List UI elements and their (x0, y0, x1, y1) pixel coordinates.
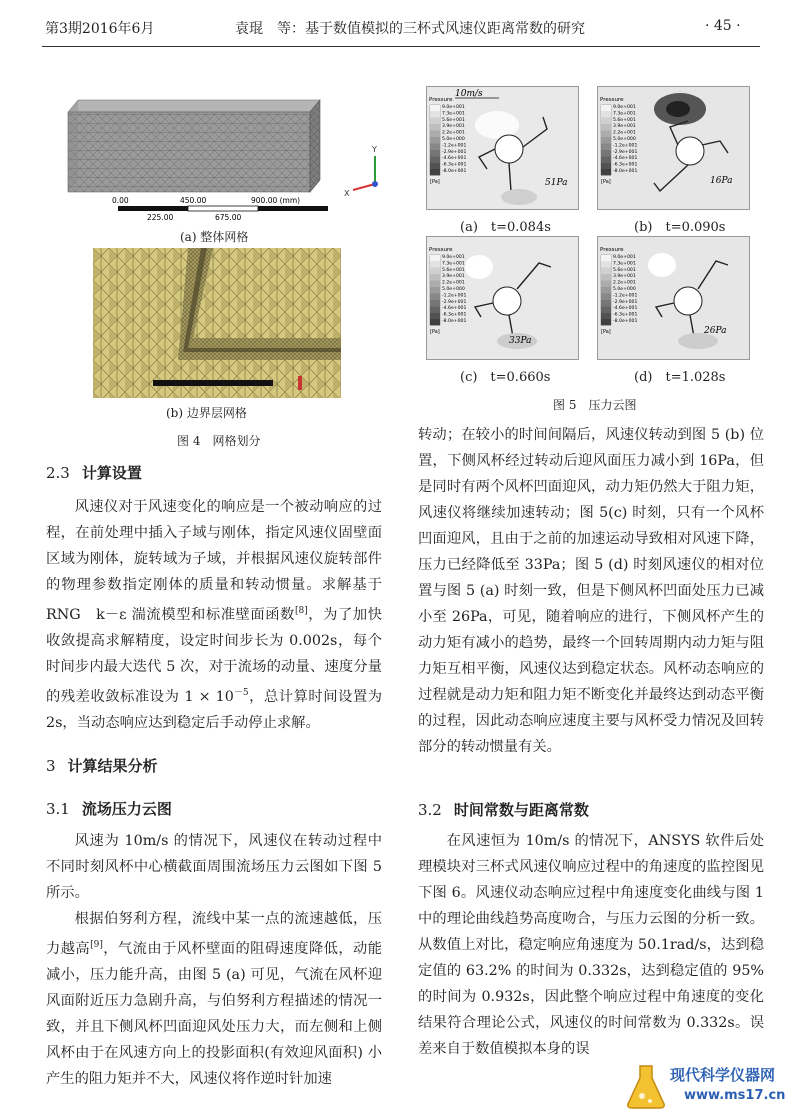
section-number: 3.2 (418, 801, 442, 819)
legend-swatch (430, 131, 440, 137)
section-number: 3 (46, 757, 56, 775)
legend-swatch (601, 281, 611, 287)
right-column-body (418, 422, 764, 760)
legend-value: 9.0e+001 (442, 105, 465, 110)
legend-value: 3.9e+001 (442, 274, 465, 280)
section-title: 计算设置 (81, 464, 142, 482)
legend-swatch (601, 143, 611, 149)
legend-swatch (601, 293, 611, 299)
legend-value: 2.2e+001 (613, 280, 636, 286)
header-rule (42, 46, 760, 47)
legend-value: 5.6e+001 (442, 117, 465, 123)
legend-swatch (430, 281, 440, 287)
legend-swatch (601, 137, 611, 143)
fig5c-pressure-image (426, 236, 579, 360)
legend-swatch (430, 261, 440, 267)
fig4a-caption: (a) 整体网格 (180, 230, 249, 244)
legend-value: 3.9e+001 (442, 124, 465, 130)
fig5d-label: (d) t=1.028s (634, 370, 726, 385)
watermark-url: www.ms17.cn (684, 1088, 786, 1103)
legend-value: 7.3e+001 (613, 261, 636, 267)
legend-value: -2.9e+001 (613, 299, 638, 305)
pressure-value: 26Pa (704, 326, 727, 336)
scale-tick-900: 900.00 (mm) (251, 196, 301, 205)
legend-value: 9.0e+001 (613, 255, 636, 260)
legend-value: 9.0e+001 (442, 255, 465, 260)
legend-swatch (601, 255, 611, 261)
page-header (0, 0, 800, 48)
legend-value: -8.0e+001 (442, 169, 467, 174)
legend-value: 3.9e+001 (613, 274, 636, 280)
section-3-heading (46, 755, 158, 776)
legend-swatch (430, 156, 440, 162)
legend-unit: [Pa] (601, 329, 611, 335)
page-number: · 45 · (705, 18, 741, 34)
legend-value: 5.6e+001 (613, 267, 636, 273)
legend-swatch (601, 268, 611, 274)
pressure-value: 33Pa (509, 336, 532, 346)
legend-swatch (601, 150, 611, 156)
legend-value: -8.0e+001 (613, 169, 638, 174)
section-title: 流场压力云图 (81, 800, 172, 818)
watermark-site-name: 现代科学仪器网 (670, 1066, 776, 1084)
legend-swatch (430, 163, 440, 169)
legend-value: 7.3e+001 (442, 261, 465, 267)
axis-x-label: X (344, 189, 350, 198)
legend-value: -8.0e+001 (613, 319, 638, 324)
legend-value: 5.0e+000 (613, 287, 636, 292)
fig5d-pressure-image (597, 236, 750, 360)
section-2-3-body (46, 494, 382, 736)
legend-value: -6.3e+001 (442, 312, 467, 318)
section-title: 时间常数与距离常数 (453, 801, 589, 819)
exponent: －5 (233, 687, 249, 698)
legend-swatch (430, 105, 440, 111)
fig5c-label: (c) t=0.660s (460, 370, 551, 385)
legend-value: 5.0e+000 (613, 137, 636, 142)
legend-value: -4.6e+001 (613, 306, 638, 312)
watermark-logo (622, 1060, 797, 1112)
legend-swatch (601, 319, 611, 325)
fig5a-pressure-image (426, 86, 579, 210)
legend-swatch (601, 124, 611, 130)
fig4a-mesh-image (48, 92, 400, 222)
paragraph: 在风速恒为 10m/s 的情况下，ANSYS 软件后处理模块对三杯式风速仪响应过程中的角速度的监控图见下图 6。风速仪动态响应过程中角速度变化曲线与图 1 中的理论曲线趋势高度吻合，与压力云图的分析一致。从数值上对比，稳定响应角速度为 50.1rad/s，达到稳定值的 63.2% 的时间为 0.332s，达到稳定值的 95% 的时间为 0.932s，因此整个响应过程中角速度的变化结果符合理论公式，风速仪的时间常数为 0.332s。误差来自于数值模拟本身的误 (418, 833, 764, 1057)
scale-tick-450: 450.00 (180, 196, 207, 205)
running-title: 袁琨 等：基于数值模拟的三杯式风速仪距离常数的研究 (235, 21, 585, 37)
legend-value: -1.2e+001 (442, 293, 467, 299)
section-3-1-body (46, 828, 382, 1092)
legend-value: 2.2e+001 (442, 280, 465, 286)
legend-title: Pressure (429, 97, 453, 103)
legend-swatch (601, 111, 611, 117)
section-3-2-body (418, 828, 764, 1062)
legend-value: -2.9e+001 (442, 149, 467, 155)
legend-swatch (601, 163, 611, 169)
legend-swatch (430, 274, 440, 280)
legend-swatch (430, 319, 440, 325)
scale-tick-675: 675.00 (215, 213, 242, 222)
paragraph: 根据伯努利方程，流线中某一点的流速越低，压力越高[9]，气流由于风杯壁面的阻碍速度降低，动能减小，压力能升高，由图 5 (a) 可见，气流在风杯迎风面附近压力急剧升高，与伯努利方程描述的情况一致，并且下侧风杯凹面迎风处压力大，而左侧和上侧风杯由于在风速方向上的投影面积(有效迎风面积) 小产生的阻力矩并不大，风速仪将作逆时针加速 (46, 911, 383, 1087)
journal-issue: 第3期2016年6月 (45, 21, 155, 37)
section-2-3-heading (46, 462, 142, 483)
legend-swatch (601, 105, 611, 111)
legend-value: 5.0e+000 (442, 287, 465, 292)
legend-value: -4.6e+001 (613, 156, 638, 162)
legend-swatch (430, 293, 440, 299)
fig4b-caption: (b) 边界层网格 (166, 406, 247, 420)
legend-swatch (430, 287, 440, 293)
flask-icon (624, 1062, 668, 1110)
section-3-1-heading (46, 798, 172, 819)
fig4b-mesh-image (93, 248, 341, 398)
citation: [8] (294, 606, 308, 616)
legend-value: 9.0e+001 (613, 105, 636, 110)
legend-value: 5.6e+001 (613, 117, 636, 123)
speed-label: 10m/s (455, 89, 483, 99)
fig5a-label: (a) t=0.084s (460, 220, 551, 235)
legend-value: 5.0e+000 (442, 137, 465, 142)
legend-value: 7.3e+001 (442, 111, 465, 117)
legend-value: -4.6e+001 (442, 306, 467, 312)
legend-unit: [Pa] (601, 179, 611, 185)
legend-value: -6.3e+001 (613, 312, 638, 318)
legend-swatch (430, 143, 440, 149)
legend-swatch (601, 131, 611, 137)
legend-title: Pressure (429, 247, 453, 253)
legend-swatch (601, 274, 611, 280)
legend-swatch (430, 150, 440, 156)
legend-value: -6.3e+001 (613, 162, 638, 168)
citation: [9] (90, 940, 103, 950)
legend-swatch (601, 287, 611, 293)
fig5b-pressure-image (597, 86, 750, 210)
legend-value: -8.0e+001 (442, 319, 467, 324)
legend-value: 3.9e+001 (613, 124, 636, 130)
legend-swatch (601, 169, 611, 175)
legend-swatch (601, 306, 611, 312)
section-number: 2.3 (46, 464, 70, 482)
fig4-caption: 图 4 网格划分 (177, 434, 261, 448)
section-title: 计算结果分析 (67, 757, 158, 775)
legend-swatch (430, 118, 440, 124)
legend-swatch (430, 268, 440, 274)
legend-swatch (601, 118, 611, 124)
legend-swatch (601, 313, 611, 319)
fig5-caption: 图 5 压力云图 (553, 398, 637, 412)
legend-value: -2.9e+001 (442, 299, 467, 305)
legend-swatch (601, 300, 611, 306)
section-3-2-heading (418, 799, 589, 820)
paragraph: 风速为 10m/s 的情况下，风速仪在转动过程中不同时刻风杯中心横截面周围流场压力云图如下图 5 所示。 (46, 833, 382, 901)
legend-title: Pressure (600, 97, 624, 103)
legend-swatch (601, 156, 611, 162)
pressure-value: 16Pa (710, 176, 733, 186)
legend-value: -1.2e+001 (613, 293, 638, 299)
scale-tick-225: 225.00 (147, 213, 174, 222)
fig5b-label: (b) t=0.090s (634, 220, 726, 235)
legend-value: 5.6e+001 (442, 267, 465, 273)
legend-value: -2.9e+001 (613, 149, 638, 155)
legend-value: 7.3e+001 (613, 111, 636, 117)
legend-swatch (430, 169, 440, 175)
axis-y-label: Y (372, 145, 377, 154)
legend-swatch (430, 306, 440, 312)
pressure-value: 51Pa (545, 178, 568, 188)
legend-swatch (430, 111, 440, 117)
legend-value: 2.2e+001 (613, 130, 636, 136)
legend-swatch (601, 261, 611, 267)
legend-value: -1.2e+001 (442, 143, 467, 149)
legend-swatch (430, 300, 440, 306)
legend-title: Pressure (600, 247, 624, 253)
paragraph: 风速仪对于风速变化的响应是一个被动响应的过程，在前处理中插入子域与刚体，指定风速仪固壁面区域为刚体，旋转域为子域，并根据风速仪旋转部件的物理参数指定刚体的质量和转动惯量。求解基于 RNG k－ε 湍流模型和标准壁面函数[8]，为了加快收敛提高求解精度，设定时间步长为 0.002s，每个时间步内最大迭代 5 次，对于流场的动量、速度分量的残差收敛标准设为 $1 \times 10^{-5}$，总计算时间设置为2s，当动态响应达到稳定后手动停止求解。 (46, 499, 383, 731)
legend-unit: [Pa] (430, 179, 440, 185)
scale-tick-0: 0.00 (112, 196, 129, 205)
legend-swatch (430, 124, 440, 130)
legend-value: -4.6e+001 (442, 156, 467, 162)
legend-unit: [Pa] (430, 329, 440, 335)
section-number: 3.1 (46, 800, 70, 818)
legend-value: -1.2e+001 (613, 143, 638, 149)
paragraph: 转动；在较小的时间间隔后，风速仪转动到图 5 (b) 位置，下侧风杯经过转动后迎风面压力减小到 16Pa，但是同时有两个风杯凹面迎风，动力矩仍然大于阻力矩，风速仪将继续加速转动；图 5(c) 时刻，只有一个风杯凹面迎风，且由于之前的加速运动导致相对风速下降，压力已经降低至 33Pa；图 5 (d) 时刻风速仪的相对位置与图 5 (a) 时刻一致，但是下侧风杯凹面处压力已减小至 26Pa，可见，随着响应的进行，下侧风杯产生的动力矩有减小的趋势，最终一个回转周期内动力矩与阻力矩互相平衡，风速仪达到稳定状态。风杯动态响应的过程就是动力矩和阻力矩不断变化并最终达到动态平衡的过程，因此动态响应速度主要与风杯受力情况及回转部分的转动惯量有关。 (418, 427, 764, 755)
legend-value: 2.2e+001 (442, 130, 465, 136)
legend-swatch (430, 255, 440, 261)
legend-swatch (430, 137, 440, 143)
legend-swatch (430, 313, 440, 319)
legend-value: -6.3e+001 (442, 162, 467, 168)
